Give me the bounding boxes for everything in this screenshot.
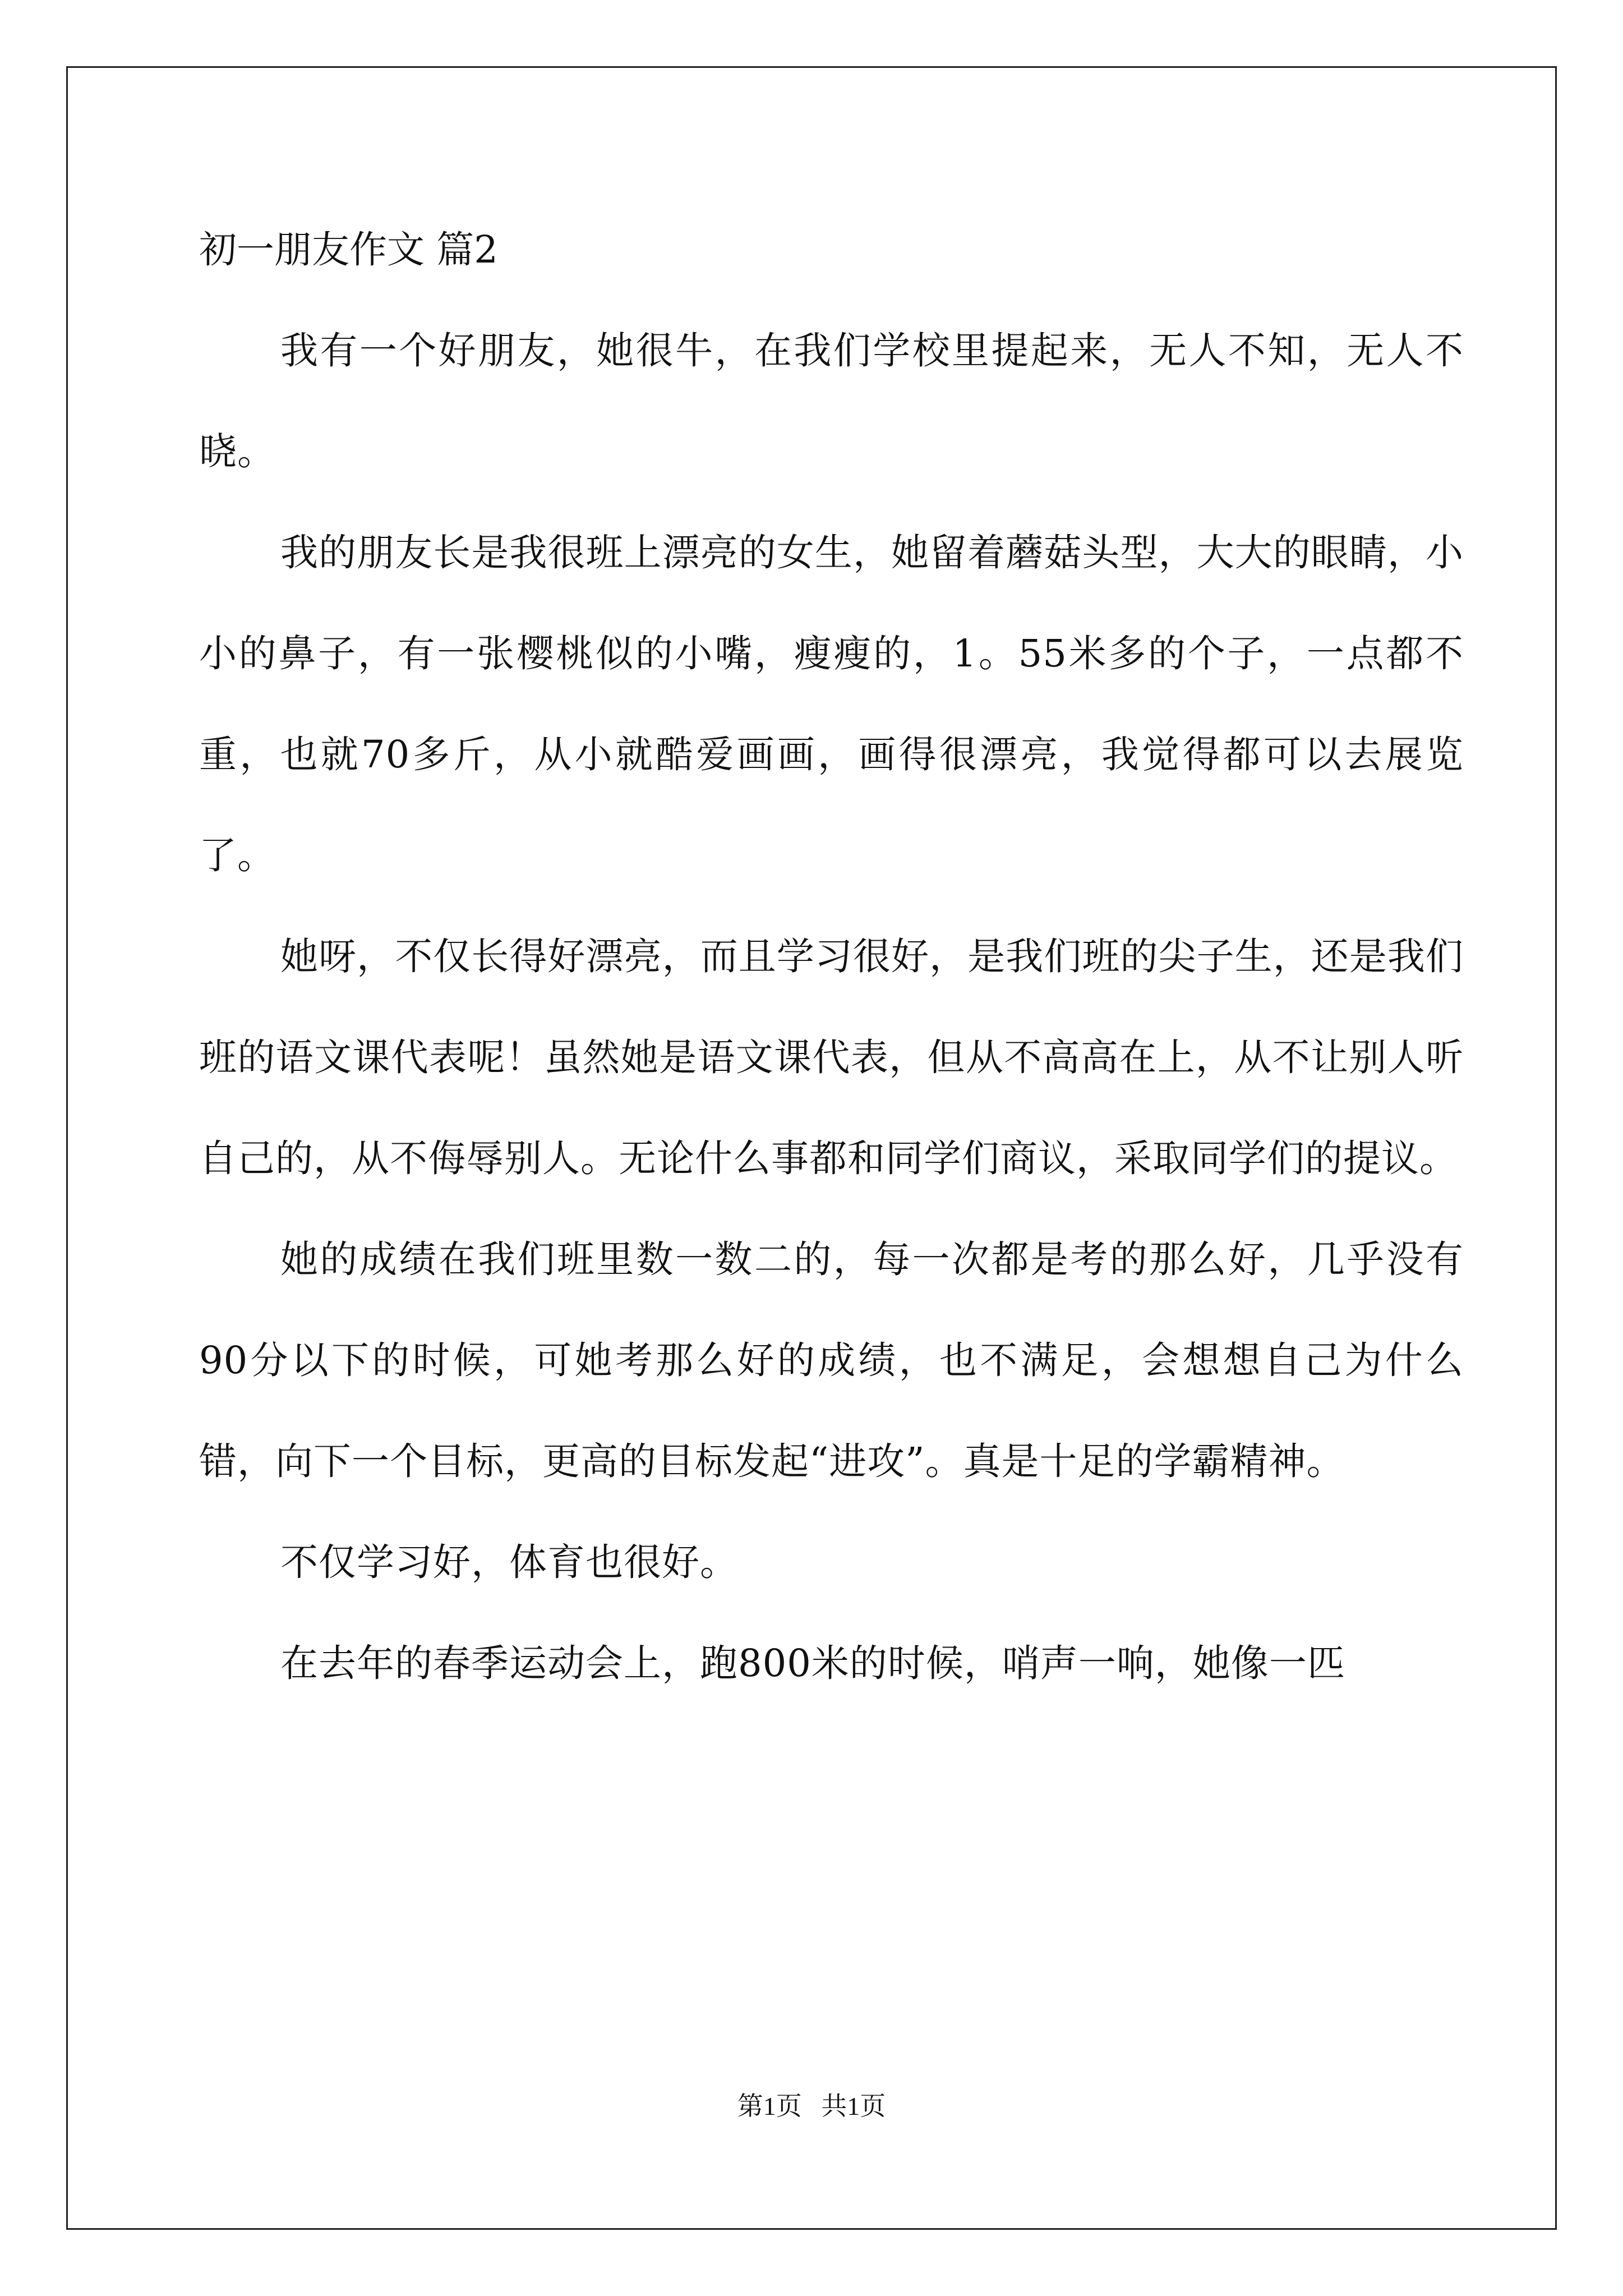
paragraph-6: 在去年的春季运动会上，跑800米的时候，哨声一响，她像一匹 [280,1641,1345,1685]
page-number-footer: 第1页 共1页 [737,2092,886,2120]
document-title: 初一朋友作文 篇2 [199,228,498,272]
paragraph-1: 我有一个好朋友，她很牛，在我们学校里提起来，无人不知，无人不晓。 [199,329,1464,473]
paragraph-2: 我的朋友长是我很班上漂亮的女生，她留着蘑菇头型，大大的眼睛，小小的鼻子，有一张樱桃似的小嘴，瘦瘦的，1。55米多的个子，一点都不重，也就70多斤，从小就酷爱画画，画得很漂亮，我觉得都可以去展览了。 [199,531,1464,877]
paragraph-3: 她呀，不仅长得好漂亮，而且学习很好，是我们班的尖子生，还是我们班的语文课代表呢！虽然她是语文课代表，但从不高高在上，从不让别人听自己的，从不侮辱别人。无论什么事都和同学们商议，采取同学们的提议。 [199,935,1464,1180]
paragraph-4: 她的成绩在我们班里数一数二的，每一次都是考的那么好，几乎没有90分以下的时候，可她考那么好的成绩，也不满足，会想想自己为什么错，向下一个目标，更高的目标发起“进攻”。真是十足的学霸精神。 [199,1237,1464,1483]
document-body [199,199,1464,1714]
paragraph-5: 不仅学习好，体育也很好。 [280,1540,738,1584]
